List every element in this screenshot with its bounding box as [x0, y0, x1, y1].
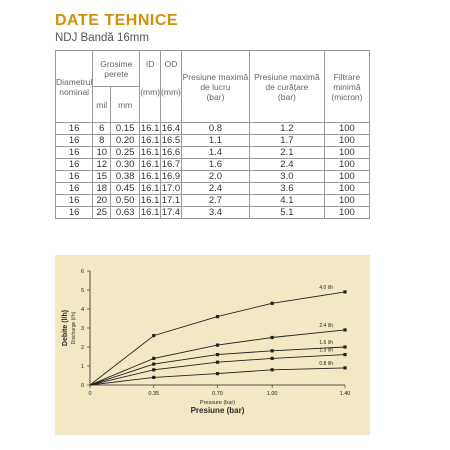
cell-mil: 20 [93, 195, 111, 207]
cell-pressure-max: 1.4 [181, 147, 249, 159]
cell-mm: 0.30 [111, 159, 140, 171]
table-row [56, 195, 370, 207]
data-point [343, 366, 346, 369]
table-row [56, 147, 370, 159]
data-point [271, 349, 274, 352]
col-header-od-label: OD [164, 59, 178, 69]
cell-id: 16.1 [140, 207, 160, 218]
cell-pressure-max: 2.4 [181, 183, 249, 195]
cell-diameter: 16 [56, 195, 93, 207]
data-point [271, 368, 274, 371]
series-label: 0.8 l/h [319, 360, 333, 367]
cell-id: 16.1 [140, 135, 160, 146]
data-point [152, 363, 155, 366]
series-line [90, 368, 345, 385]
table-row [56, 171, 370, 183]
cell-pressure-clean: 1.2 [250, 123, 325, 135]
table-row [56, 183, 370, 195]
y-tick-label: 3 [80, 326, 84, 332]
y-tick-label: 0 [80, 383, 84, 389]
cell-pressure-clean: 2.1 [250, 147, 325, 159]
cell-id: 16.1 [140, 123, 160, 134]
cell-od: 17.4 [161, 207, 181, 218]
col-header-filter-unit: (micron) [331, 91, 363, 102]
x-axis-label-secondary: Pressure (bar) [199, 400, 236, 406]
data-point [216, 315, 219, 318]
cell-filter: 100 [324, 123, 369, 135]
series-label: 1.6 l/h [319, 340, 333, 346]
y-tick-label: 6 [80, 269, 84, 275]
cell-pressure-clean: 3.6 [250, 183, 325, 195]
series-line [90, 330, 345, 385]
series-line [90, 292, 345, 385]
cell-mil: 6 [93, 123, 111, 135]
table-row [56, 135, 370, 147]
col-header-pressure-max-label: Presiune maximă de lucru [182, 71, 249, 92]
data-point [152, 376, 155, 379]
col-header-mil: mil [93, 87, 111, 123]
cell-pressure-clean: 3.0 [250, 171, 325, 183]
table-row [56, 123, 370, 135]
data-point [271, 357, 274, 360]
y-axis-label: Debite (l/h) [62, 309, 69, 347]
col-header-od [161, 51, 182, 123]
cell-mil: 12 [93, 159, 111, 171]
cell-mm: 0.15 [111, 123, 140, 135]
data-point [152, 368, 155, 371]
col-header-pressure-max [181, 51, 249, 123]
col-header-id-unit: (mm) [140, 87, 161, 97]
data-point [343, 328, 346, 331]
y-tick-label: 4 [80, 307, 84, 313]
product-subtitle: NDJ Bandă 16mm [55, 32, 149, 44]
cell-id: 16.1 [140, 195, 160, 206]
cell-od: 16.4 [161, 123, 181, 134]
cell-mm: 0.45 [111, 183, 140, 195]
cell-filter: 100 [324, 195, 369, 207]
series-line [90, 347, 345, 385]
cell-pressure-max: 1.6 [181, 159, 249, 171]
data-point [271, 336, 274, 339]
col-header-mm: mm [111, 87, 140, 123]
x-axis-label: Presiune (bar) [190, 406, 245, 415]
cell-mil: 8 [93, 135, 111, 147]
cell-id: 16.1 [140, 183, 160, 194]
cell-filter: 100 [324, 135, 369, 147]
x-tick-label: 1.00 [266, 391, 278, 397]
cell-mm: 0.50 [111, 195, 140, 207]
cell-diameter: 16 [56, 207, 93, 219]
cell-diameter: 16 [56, 135, 93, 147]
col-header-pressure-clean-label: Presiune maximă de curățare [254, 71, 320, 92]
cell-pressure-max: 3.4 [181, 207, 249, 219]
col-header-id-label: ID [145, 59, 155, 69]
col-header-filter [324, 51, 369, 123]
cell-mm: 0.25 [111, 147, 140, 159]
cell-pressure-max: 0.8 [181, 123, 249, 135]
data-point [343, 353, 346, 356]
cell-pressure-max: 2.7 [181, 195, 249, 207]
series-label: 2.4 l/h [319, 322, 333, 329]
page-title: DATE TEHNICE [55, 12, 179, 29]
cell-pressure-clean: 4.1 [250, 195, 325, 207]
cell-pressure-max: 1.1 [181, 135, 249, 147]
col-header-diameter: Diametrul nominal [56, 51, 93, 123]
cell-pressure-clean: 1.7 [250, 135, 325, 147]
cell-od: 17.0 [161, 183, 181, 194]
cell-pressure-clean: 5.1 [250, 207, 325, 219]
y-axis-label-secondary: Discharge (l/h) [71, 311, 77, 345]
cell-mm: 0.63 [111, 207, 140, 219]
cell-filter: 100 [324, 171, 369, 183]
flow-chart [55, 255, 370, 435]
cell-mm: 0.20 [111, 135, 140, 147]
cell-filter: 100 [324, 183, 369, 195]
data-point [216, 344, 219, 347]
cell-diameter: 16 [56, 147, 93, 159]
cell-diameter: 16 [56, 123, 93, 135]
cell-diameter: 16 [56, 159, 93, 171]
cell-pressure-max: 2.0 [181, 171, 249, 183]
cell-id: 16.1 [140, 147, 160, 158]
specs-table [55, 50, 370, 219]
data-point [152, 357, 155, 360]
cell-od: 16.9 [161, 171, 181, 182]
col-header-od-unit: (mm) [161, 87, 181, 97]
data-point [216, 353, 219, 356]
flow-chart-panel [55, 255, 370, 435]
cell-od: 17.1 [161, 195, 181, 206]
cell-od: 16.5 [161, 135, 181, 146]
data-point [343, 290, 346, 293]
cell-od: 16.6 [161, 147, 181, 158]
table-row [56, 159, 370, 171]
x-tick-label: 0.35 [148, 391, 160, 397]
x-tick-label: 1.40 [339, 391, 351, 397]
data-point [343, 345, 346, 348]
cell-diameter: 16 [56, 183, 93, 195]
col-header-pressure-max-unit: (bar) [206, 91, 225, 102]
cell-id: 16.1 [140, 171, 160, 182]
cell-mil: 18 [93, 183, 111, 195]
cell-od: 16.7 [161, 159, 181, 170]
col-header-id [140, 51, 161, 123]
series-label: 1.3 l/h [319, 347, 333, 354]
col-header-filter-label: Filtrare minimă [333, 71, 361, 92]
cell-filter: 100 [324, 159, 369, 171]
cell-pressure-clean: 2.4 [250, 159, 325, 171]
cell-id: 16.1 [140, 159, 160, 170]
cell-filter: 100 [324, 147, 369, 159]
cell-mm: 0.38 [111, 171, 140, 183]
series-label: 4.0 l/h [319, 284, 333, 291]
x-tick-label: 0 [88, 391, 92, 397]
data-point [216, 361, 219, 364]
col-header-wall: Grosime perete [93, 51, 140, 87]
data-point [271, 302, 274, 305]
cell-filter: 100 [324, 207, 369, 219]
data-point [152, 334, 155, 337]
y-tick-label: 5 [80, 288, 84, 294]
table-row [56, 207, 370, 219]
col-header-pressure-clean [250, 51, 325, 123]
y-tick-label: 1 [80, 364, 84, 370]
y-tick-label: 2 [80, 345, 84, 351]
col-header-pressure-clean-unit: (bar) [277, 91, 296, 102]
data-point [216, 372, 219, 375]
cell-diameter: 16 [56, 171, 93, 183]
x-tick-label: 0.70 [212, 391, 223, 397]
cell-mil: 25 [93, 207, 111, 219]
cell-mil: 15 [93, 171, 111, 183]
cell-mil: 10 [93, 147, 111, 159]
